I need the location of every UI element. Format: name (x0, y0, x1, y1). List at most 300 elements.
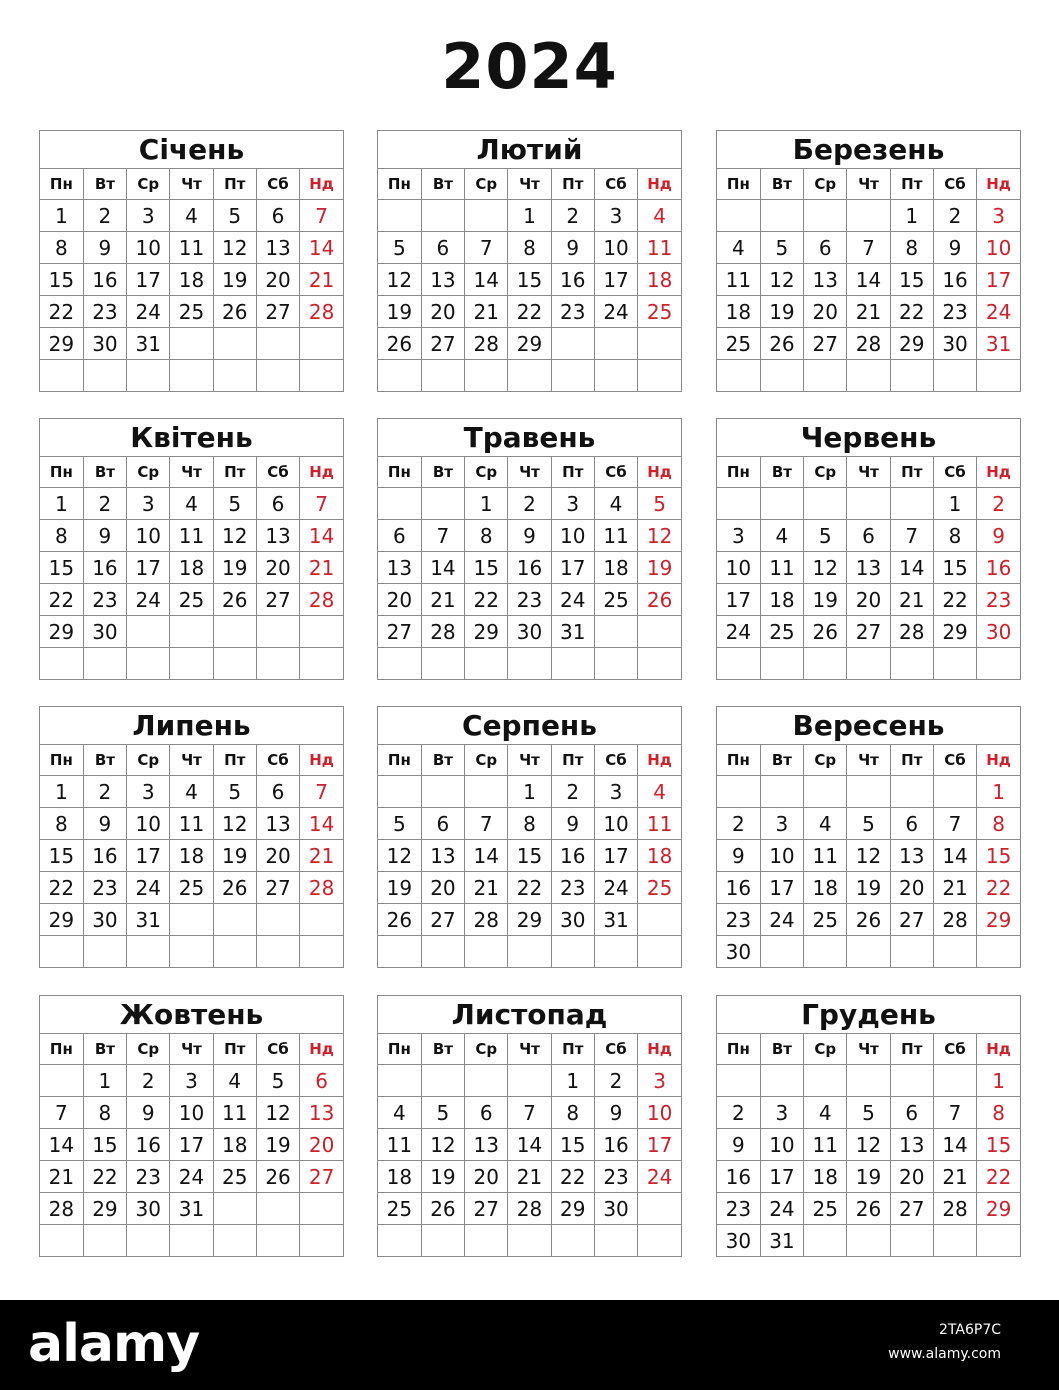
day-cell: 18 (213, 1129, 256, 1161)
weekday-header: Сб (256, 457, 299, 488)
day-cell: 16 (83, 264, 126, 296)
day-cell: 24 (127, 584, 170, 616)
day-cell: 13 (378, 552, 421, 584)
day-cell: 5 (213, 200, 256, 232)
empty-cell (847, 1065, 890, 1097)
weekday-header: Нд (300, 457, 343, 488)
day-cell: 27 (890, 1193, 933, 1225)
empty-cell (83, 936, 126, 968)
day-cell: 18 (378, 1161, 421, 1193)
month-grid (717, 1034, 1020, 1256)
weekday-header: Вт (760, 1034, 803, 1065)
day-cell: 1 (40, 776, 83, 808)
day-cell: 19 (760, 296, 803, 328)
day-cell: 8 (977, 1097, 1020, 1129)
day-cell: 6 (256, 488, 299, 520)
day-cell: 14 (933, 1129, 976, 1161)
weekday-header: Сб (594, 745, 637, 776)
day-cell: 18 (638, 840, 681, 872)
month-name: Липень (40, 707, 343, 745)
day-cell: 18 (594, 552, 637, 584)
day-cell: 6 (890, 808, 933, 840)
day-cell: 17 (977, 264, 1020, 296)
day-cell: 25 (638, 872, 681, 904)
day-cell: 15 (933, 552, 976, 584)
weekday-header: Нд (638, 457, 681, 488)
day-cell: 19 (213, 840, 256, 872)
day-cell: 11 (638, 232, 681, 264)
day-cell: 24 (170, 1161, 213, 1193)
day-cell: 10 (638, 1097, 681, 1129)
empty-cell (638, 1225, 681, 1257)
day-cell: 22 (977, 872, 1020, 904)
empty-cell (760, 488, 803, 520)
empty-cell (465, 360, 508, 392)
weekday-header: Нд (977, 169, 1020, 200)
day-cell: 6 (256, 776, 299, 808)
empty-cell (551, 328, 594, 360)
day-cell: 25 (213, 1161, 256, 1193)
day-cell: 23 (508, 584, 551, 616)
day-cell: 5 (378, 232, 421, 264)
day-cell: 28 (465, 328, 508, 360)
empty-cell (300, 360, 343, 392)
weekday-header: Пт (551, 169, 594, 200)
month-name: Січень (40, 131, 343, 169)
weekday-header: Пт (890, 1034, 933, 1065)
day-cell: 9 (83, 232, 126, 264)
day-cell: 13 (465, 1129, 508, 1161)
empty-cell (40, 1065, 83, 1097)
empty-cell (421, 936, 464, 968)
weekday-header: Пт (213, 457, 256, 488)
day-cell: 6 (421, 808, 464, 840)
empty-cell (977, 1225, 1020, 1257)
day-cell: 8 (40, 232, 83, 264)
day-cell: 19 (421, 1161, 464, 1193)
day-cell: 16 (508, 552, 551, 584)
empty-cell (465, 200, 508, 232)
empty-cell (594, 328, 637, 360)
month-grid (717, 169, 1020, 391)
day-cell: 17 (760, 872, 803, 904)
month-name: Квітень (40, 419, 343, 457)
weekday-header: Ср (804, 1034, 847, 1065)
empty-cell (638, 904, 681, 936)
day-cell: 1 (508, 776, 551, 808)
day-cell: 29 (40, 328, 83, 360)
day-cell: 20 (804, 296, 847, 328)
day-cell: 18 (804, 1161, 847, 1193)
month-grid (378, 169, 681, 391)
day-cell: 18 (170, 840, 213, 872)
day-cell: 6 (378, 520, 421, 552)
empty-cell (256, 360, 299, 392)
empty-cell (300, 328, 343, 360)
weekday-header: Чт (508, 1034, 551, 1065)
day-cell: 4 (170, 776, 213, 808)
month-grid (378, 745, 681, 967)
day-cell: 10 (594, 808, 637, 840)
empty-cell (170, 904, 213, 936)
day-cell: 10 (717, 552, 760, 584)
day-cell: 28 (508, 1193, 551, 1225)
day-cell: 29 (977, 904, 1020, 936)
day-cell: 26 (847, 904, 890, 936)
empty-cell (421, 1225, 464, 1257)
empty-cell (508, 1065, 551, 1097)
day-cell: 5 (256, 1065, 299, 1097)
day-cell: 25 (170, 584, 213, 616)
day-cell: 23 (551, 296, 594, 328)
day-cell: 10 (977, 232, 1020, 264)
weekday-header: Пн (387, 751, 411, 769)
day-cell: 3 (594, 776, 637, 808)
day-cell: 13 (256, 232, 299, 264)
empty-cell (508, 936, 551, 968)
empty-cell (594, 648, 637, 680)
weekday-header: Пт (890, 169, 933, 200)
weekday-header: Сб (933, 457, 976, 488)
day-cell: 15 (465, 552, 508, 584)
day-cell: 23 (933, 296, 976, 328)
empty-cell (378, 936, 421, 968)
weekday-header: Пт (890, 745, 933, 776)
day-cell: 30 (594, 1193, 637, 1225)
weekday-header: Вт (760, 169, 803, 200)
day-cell: 16 (551, 264, 594, 296)
empty-cell (508, 360, 551, 392)
day-cell: 4 (717, 232, 760, 264)
day-cell: 21 (465, 872, 508, 904)
day-cell: 21 (508, 1161, 551, 1193)
day-cell: 24 (127, 296, 170, 328)
day-cell: 1 (40, 200, 83, 232)
empty-cell (213, 360, 256, 392)
day-cell: 26 (421, 1193, 464, 1225)
day-cell: 16 (594, 1129, 637, 1161)
day-cell: 22 (551, 1161, 594, 1193)
day-cell: 30 (717, 936, 760, 968)
day-cell: 26 (760, 328, 803, 360)
day-cell: 18 (804, 872, 847, 904)
day-cell: 24 (594, 296, 637, 328)
day-cell: 7 (890, 520, 933, 552)
day-cell: 21 (847, 296, 890, 328)
empty-cell (847, 776, 890, 808)
day-cell: 20 (847, 584, 890, 616)
empty-cell (83, 360, 126, 392)
day-cell: 11 (638, 808, 681, 840)
empty-cell (638, 1193, 681, 1225)
day-cell: 1 (933, 488, 976, 520)
month-calendar (39, 130, 344, 392)
day-cell: 14 (40, 1129, 83, 1161)
empty-cell (804, 776, 847, 808)
empty-cell (638, 360, 681, 392)
weekday-header: Нд (977, 457, 1020, 488)
empty-cell (421, 648, 464, 680)
day-cell: 12 (213, 232, 256, 264)
day-cell: 11 (378, 1129, 421, 1161)
day-cell: 25 (804, 1193, 847, 1225)
day-cell: 3 (127, 776, 170, 808)
empty-cell (804, 1065, 847, 1097)
day-cell: 16 (717, 872, 760, 904)
day-cell: 17 (551, 552, 594, 584)
empty-cell (170, 1225, 213, 1257)
day-cell: 23 (83, 584, 126, 616)
empty-cell (421, 488, 464, 520)
weekday-header: Ср (127, 745, 170, 776)
empty-cell (421, 776, 464, 808)
day-cell: 22 (83, 1161, 126, 1193)
weekday-header: Пн (49, 751, 73, 769)
day-cell: 17 (127, 264, 170, 296)
day-cell: 25 (170, 296, 213, 328)
empty-cell (551, 360, 594, 392)
weekday-header: Чт (170, 745, 213, 776)
day-cell: 1 (465, 488, 508, 520)
day-cell: 27 (300, 1161, 343, 1193)
watermark-url: www.alamy.com (888, 1346, 1001, 1362)
day-cell: 25 (378, 1193, 421, 1225)
day-cell: 9 (83, 808, 126, 840)
day-cell: 16 (127, 1129, 170, 1161)
empty-cell (83, 1225, 126, 1257)
day-cell: 19 (213, 552, 256, 584)
day-cell: 26 (638, 584, 681, 616)
day-cell: 24 (760, 904, 803, 936)
day-cell: 13 (421, 840, 464, 872)
empty-cell (804, 488, 847, 520)
day-cell: 1 (83, 1065, 126, 1097)
day-cell: 22 (508, 872, 551, 904)
weekday-header: Вт (421, 169, 464, 200)
day-cell: 19 (847, 872, 890, 904)
day-cell: 12 (378, 840, 421, 872)
day-cell: 14 (465, 264, 508, 296)
day-cell: 9 (551, 232, 594, 264)
day-cell: 16 (83, 840, 126, 872)
day-cell: 13 (890, 840, 933, 872)
empty-cell (465, 648, 508, 680)
weekday-header: Ср (127, 1034, 170, 1065)
month-name: Листопад (378, 996, 681, 1034)
day-cell: 30 (717, 1225, 760, 1257)
day-cell: 23 (127, 1161, 170, 1193)
day-cell: 9 (717, 1129, 760, 1161)
day-cell: 15 (40, 552, 83, 584)
month-calendar (716, 418, 1021, 680)
day-cell: 22 (933, 584, 976, 616)
empty-cell (421, 360, 464, 392)
day-cell: 20 (421, 296, 464, 328)
empty-cell (213, 936, 256, 968)
day-cell: 3 (977, 200, 1020, 232)
weekday-header: Чт (170, 457, 213, 488)
day-cell: 30 (83, 904, 126, 936)
weekday-header: Пт (551, 457, 594, 488)
day-cell: 16 (551, 840, 594, 872)
day-cell: 19 (847, 1161, 890, 1193)
month-grid (378, 457, 681, 679)
day-cell: 14 (890, 552, 933, 584)
day-cell: 2 (977, 488, 1020, 520)
empty-cell (170, 648, 213, 680)
day-cell: 27 (256, 584, 299, 616)
empty-cell (378, 488, 421, 520)
day-cell: 18 (717, 296, 760, 328)
weekday-header: Пн (387, 175, 411, 193)
day-cell: 7 (300, 488, 343, 520)
empty-cell (977, 936, 1020, 968)
day-cell: 3 (170, 1065, 213, 1097)
day-cell: 6 (890, 1097, 933, 1129)
empty-cell (300, 648, 343, 680)
watermark-bar (0, 1300, 1059, 1390)
day-cell: 17 (127, 552, 170, 584)
weekday-header: Сб (933, 1034, 976, 1065)
day-cell: 2 (551, 776, 594, 808)
weekday-header: Чт (508, 457, 551, 488)
empty-cell (508, 1225, 551, 1257)
day-cell: 27 (421, 904, 464, 936)
weekday-header: Сб (594, 457, 637, 488)
day-cell: 27 (847, 616, 890, 648)
empty-cell (508, 648, 551, 680)
day-cell: 10 (127, 520, 170, 552)
day-cell: 22 (890, 296, 933, 328)
weekday-header: Чт (170, 1034, 213, 1065)
empty-cell (213, 616, 256, 648)
day-cell: 30 (551, 904, 594, 936)
empty-cell (378, 1065, 421, 1097)
day-cell: 21 (933, 1161, 976, 1193)
day-cell: 28 (300, 584, 343, 616)
empty-cell (977, 648, 1020, 680)
day-cell: 22 (40, 584, 83, 616)
day-cell: 30 (933, 328, 976, 360)
day-cell: 11 (717, 264, 760, 296)
day-cell: 2 (83, 200, 126, 232)
day-cell: 2 (83, 776, 126, 808)
day-cell: 10 (170, 1097, 213, 1129)
day-cell: 17 (717, 584, 760, 616)
weekday-header: Чт (508, 169, 551, 200)
day-cell: 2 (717, 1097, 760, 1129)
month-name: Лютий (378, 131, 681, 169)
day-cell: 18 (170, 264, 213, 296)
day-cell: 4 (638, 200, 681, 232)
day-cell: 27 (421, 328, 464, 360)
day-cell: 24 (127, 872, 170, 904)
empty-cell (890, 648, 933, 680)
day-cell: 25 (594, 584, 637, 616)
month-grid (717, 457, 1020, 679)
day-cell: 20 (378, 584, 421, 616)
empty-cell (847, 936, 890, 968)
weekday-header: Нд (300, 745, 343, 776)
day-cell: 4 (378, 1097, 421, 1129)
day-cell: 8 (40, 808, 83, 840)
day-cell: 5 (421, 1097, 464, 1129)
month-grid (40, 457, 343, 679)
day-cell: 19 (378, 872, 421, 904)
day-cell: 25 (760, 616, 803, 648)
day-cell: 23 (551, 872, 594, 904)
empty-cell (40, 648, 83, 680)
day-cell: 9 (127, 1097, 170, 1129)
day-cell: 8 (977, 808, 1020, 840)
weekday-header: Пн (726, 463, 750, 481)
day-cell: 25 (170, 872, 213, 904)
day-cell: 7 (847, 232, 890, 264)
day-cell: 14 (847, 264, 890, 296)
day-cell: 24 (760, 1193, 803, 1225)
empty-cell (804, 648, 847, 680)
weekday-header: Сб (933, 745, 976, 776)
day-cell: 28 (890, 616, 933, 648)
day-cell: 7 (933, 1097, 976, 1129)
empty-cell (717, 1065, 760, 1097)
day-cell: 13 (256, 520, 299, 552)
day-cell: 15 (508, 264, 551, 296)
empty-cell (300, 936, 343, 968)
day-cell: 11 (213, 1097, 256, 1129)
empty-cell (933, 776, 976, 808)
day-cell: 31 (170, 1193, 213, 1225)
day-cell: 31 (594, 904, 637, 936)
day-cell: 31 (977, 328, 1020, 360)
day-cell: 17 (127, 840, 170, 872)
weekday-header: Сб (256, 745, 299, 776)
month-grid (40, 745, 343, 967)
weekday-header: Вт (83, 169, 126, 200)
empty-cell (847, 488, 890, 520)
weekday-header: Ср (804, 457, 847, 488)
day-cell: 20 (890, 1161, 933, 1193)
empty-cell (551, 1225, 594, 1257)
empty-cell (256, 904, 299, 936)
day-cell: 26 (213, 296, 256, 328)
day-cell: 23 (83, 872, 126, 904)
day-cell: 24 (717, 616, 760, 648)
weekday-header: Сб (256, 169, 299, 200)
day-cell: 14 (300, 232, 343, 264)
day-cell: 2 (594, 1065, 637, 1097)
day-cell: 6 (256, 200, 299, 232)
empty-cell (804, 1225, 847, 1257)
day-cell: 31 (760, 1225, 803, 1257)
weekday-header: Нд (977, 1034, 1020, 1065)
day-cell: 26 (378, 904, 421, 936)
weekday-header: Ср (127, 169, 170, 200)
day-cell: 29 (40, 616, 83, 648)
day-cell: 28 (933, 904, 976, 936)
day-cell: 12 (213, 520, 256, 552)
weekday-header: Вт (83, 745, 126, 776)
day-cell: 13 (847, 552, 890, 584)
day-cell: 2 (933, 200, 976, 232)
day-cell: 20 (256, 264, 299, 296)
watermark-logo: alamy (28, 1314, 200, 1374)
empty-cell (804, 360, 847, 392)
day-cell: 21 (421, 584, 464, 616)
empty-cell (300, 904, 343, 936)
day-cell: 27 (804, 328, 847, 360)
empty-cell (213, 328, 256, 360)
